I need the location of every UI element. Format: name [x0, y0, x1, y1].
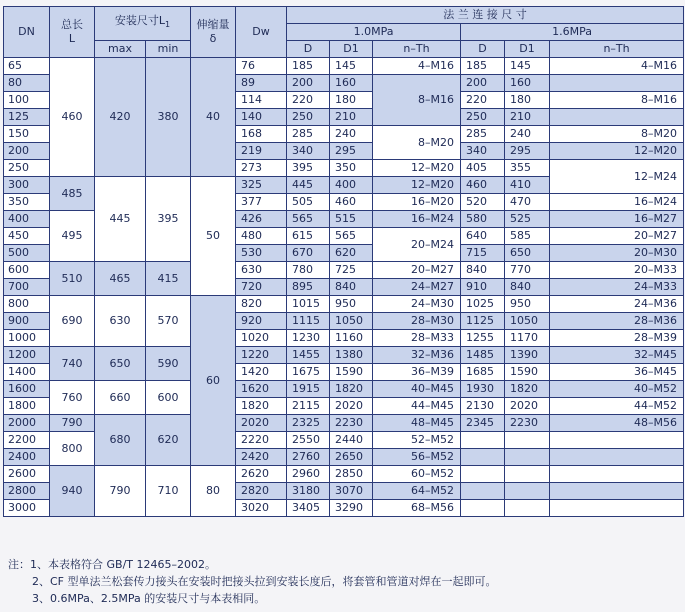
- p2-nth-cell: 16–M27: [550, 211, 684, 228]
- dn-cell: 2000: [4, 415, 50, 432]
- p2-d1-cell: 295: [505, 143, 550, 160]
- total-length-cell: 800: [50, 432, 95, 466]
- p1-d1-cell: 620: [330, 245, 373, 262]
- dn-cell: 800: [4, 296, 50, 313]
- install-min-cell: 600: [146, 381, 191, 415]
- install-min-cell: 710: [146, 466, 191, 517]
- p1-d1-cell: 160: [330, 75, 373, 92]
- p1-d1-cell: 210: [330, 109, 373, 126]
- p2-d1-cell: [505, 432, 550, 449]
- p1-d-cell: 285: [287, 126, 330, 143]
- p1-d-cell: 1115: [287, 313, 330, 330]
- p2-d1-cell: 1590: [505, 364, 550, 381]
- expansion-cell: 80: [191, 466, 236, 517]
- p1-d1-cell: 2650: [330, 449, 373, 466]
- p1-d-cell: 2760: [287, 449, 330, 466]
- total-length-cell: 760: [50, 381, 95, 415]
- expansion-cell: 60: [191, 296, 236, 466]
- p1-nth-cell: 20–M24: [373, 228, 461, 262]
- p2-d-cell: [461, 432, 505, 449]
- notes: [8, 556, 497, 607]
- dn-cell: 500: [4, 245, 50, 262]
- total-length-cell: 485: [50, 177, 95, 211]
- p2-d-cell: 200: [461, 75, 505, 92]
- header-flange-connection: 法 兰 连 接 尺 寸: [287, 7, 684, 24]
- p1-nth-cell: 12–M20: [373, 177, 461, 194]
- table-row: [4, 347, 684, 364]
- dw-cell: 1020: [236, 330, 287, 347]
- p1-d-cell: 1455: [287, 347, 330, 364]
- p1-d1-cell: 840: [330, 279, 373, 296]
- p2-nth-cell: [550, 500, 684, 517]
- dn-cell: 1800: [4, 398, 50, 415]
- p1-nth-cell: 60–M52: [373, 466, 461, 483]
- header-dn: DN: [4, 7, 50, 58]
- dw-cell: 2620: [236, 466, 287, 483]
- dw-cell: 2820: [236, 483, 287, 500]
- dw-cell: 2220: [236, 432, 287, 449]
- dn-cell: 2800: [4, 483, 50, 500]
- p1-d1-cell: 180: [330, 92, 373, 109]
- p1-d-cell: 565: [287, 211, 330, 228]
- p2-d-cell: [461, 466, 505, 483]
- dn-cell: 1400: [4, 364, 50, 381]
- header-dw: Dw: [236, 7, 287, 58]
- p2-d-cell: [461, 449, 505, 466]
- p2-d1-cell: 950: [505, 296, 550, 313]
- p2-nth-cell: 4–M16: [550, 58, 684, 75]
- p2-d1-cell: 2230: [505, 415, 550, 432]
- p2-nth-cell: 8–M20: [550, 126, 684, 143]
- dn-cell: 150: [4, 126, 50, 143]
- dw-cell: 2420: [236, 449, 287, 466]
- note-2: 2、CF 型单法兰松套传力接头在安装时把接头拉到安装长度后，将套管和管道对焊在一起即可。: [32, 575, 497, 588]
- install-max-cell: 790: [95, 466, 146, 517]
- p1-d1-cell: 350: [330, 160, 373, 177]
- total-length-cell: 510: [50, 262, 95, 296]
- p1-nth-cell: 36–M39: [373, 364, 461, 381]
- p1-d1-cell: 3290: [330, 500, 373, 517]
- p2-nth-cell: 24–M36: [550, 296, 684, 313]
- p2-d1-cell: [505, 500, 550, 517]
- install-max-cell: 445: [95, 177, 146, 262]
- install-max-cell: 650: [95, 347, 146, 381]
- p1-nth-cell: 24–M30: [373, 296, 461, 313]
- dn-cell: 250: [4, 160, 50, 177]
- install-min-cell: 380: [146, 58, 191, 177]
- p1-d1-cell: 1160: [330, 330, 373, 347]
- dw-cell: 325: [236, 177, 287, 194]
- p1-d-cell: 2115: [287, 398, 330, 415]
- header-max: max: [95, 41, 146, 58]
- p2-d1-cell: 585: [505, 228, 550, 245]
- install-max-cell: 465: [95, 262, 146, 296]
- p1-nth-cell: 8–M20: [373, 126, 461, 160]
- dw-cell: 1620: [236, 381, 287, 398]
- dn-cell: 600: [4, 262, 50, 279]
- dn-cell: 65: [4, 58, 50, 75]
- dw-cell: 530: [236, 245, 287, 262]
- p2-d1-cell: 410: [505, 177, 550, 194]
- total-length-cell: 460: [50, 58, 95, 177]
- p1-d-cell: 1015: [287, 296, 330, 313]
- header-pressure-2: 1.6MPa: [461, 24, 684, 41]
- p2-d-cell: 250: [461, 109, 505, 126]
- install-max-cell: 630: [95, 296, 146, 347]
- header-p1-nth: n–Th: [373, 41, 461, 58]
- table-row: [4, 58, 684, 75]
- p1-nth-cell: 44–M45: [373, 398, 461, 415]
- p1-d1-cell: 515: [330, 211, 373, 228]
- p2-nth-cell: [550, 466, 684, 483]
- install-max-cell: 420: [95, 58, 146, 177]
- p1-d1-cell: 1590: [330, 364, 373, 381]
- header-pressure-1: 1.0MPa: [287, 24, 461, 41]
- table-row: [4, 262, 684, 279]
- p1-d-cell: 185: [287, 58, 330, 75]
- header-p1-d1: D1: [330, 41, 373, 58]
- dw-cell: 219: [236, 143, 287, 160]
- p2-d1-cell: [505, 466, 550, 483]
- p1-d-cell: 250: [287, 109, 330, 126]
- p1-d-cell: 445: [287, 177, 330, 194]
- p1-d-cell: 780: [287, 262, 330, 279]
- dw-cell: 114: [236, 92, 287, 109]
- p1-d1-cell: 2020: [330, 398, 373, 415]
- p2-d1-cell: 650: [505, 245, 550, 262]
- p2-d-cell: [461, 500, 505, 517]
- p2-nth-cell: 36–M45: [550, 364, 684, 381]
- p2-d-cell: 340: [461, 143, 505, 160]
- dw-cell: 1420: [236, 364, 287, 381]
- p2-d1-cell: 525: [505, 211, 550, 228]
- dn-cell: 200: [4, 143, 50, 160]
- dn-cell: 2600: [4, 466, 50, 483]
- dw-cell: 168: [236, 126, 287, 143]
- p1-d-cell: 505: [287, 194, 330, 211]
- p2-d1-cell: 1390: [505, 347, 550, 364]
- install-min-cell: 590: [146, 347, 191, 381]
- p2-d-cell: 185: [461, 58, 505, 75]
- p1-d-cell: 395: [287, 160, 330, 177]
- p1-d1-cell: 2230: [330, 415, 373, 432]
- dn-cell: 1000: [4, 330, 50, 347]
- p2-d1-cell: 1050: [505, 313, 550, 330]
- p2-d1-cell: 160: [505, 75, 550, 92]
- install-min-cell: 415: [146, 262, 191, 296]
- header-install-size: 安装尺寸$L_1$: [95, 7, 191, 41]
- p1-nth-cell: 64–M52: [373, 483, 461, 500]
- table-row: [4, 466, 684, 483]
- dw-cell: 1220: [236, 347, 287, 364]
- install-min-cell: 620: [146, 415, 191, 466]
- p2-nth-cell: [550, 449, 684, 466]
- total-length-cell: 940: [50, 466, 95, 517]
- p2-d1-cell: 240: [505, 126, 550, 143]
- dw-cell: 1820: [236, 398, 287, 415]
- dn-cell: 300: [4, 177, 50, 194]
- p2-d1-cell: 770: [505, 262, 550, 279]
- p1-d-cell: 2550: [287, 432, 330, 449]
- p2-d-cell: 1930: [461, 381, 505, 398]
- dn-cell: 125: [4, 109, 50, 126]
- p2-nth-cell: 20–M33: [550, 262, 684, 279]
- dn-cell: 450: [4, 228, 50, 245]
- p1-d-cell: 1915: [287, 381, 330, 398]
- p1-nth-cell: 16–M20: [373, 194, 461, 211]
- p2-d-cell: 405: [461, 160, 505, 177]
- p2-d-cell: 1685: [461, 364, 505, 381]
- p1-d-cell: 3180: [287, 483, 330, 500]
- dw-cell: 720: [236, 279, 287, 296]
- p2-nth-cell: [550, 432, 684, 449]
- p2-d1-cell: 210: [505, 109, 550, 126]
- p2-d1-cell: 1170: [505, 330, 550, 347]
- p1-nth-cell: 40–M45: [373, 381, 461, 398]
- table-row: [4, 415, 684, 432]
- p2-d-cell: 2345: [461, 415, 505, 432]
- p2-d1-cell: 840: [505, 279, 550, 296]
- p2-nth-cell: 12–M20: [550, 143, 684, 160]
- p2-d-cell: 1485: [461, 347, 505, 364]
- p2-d-cell: 840: [461, 262, 505, 279]
- p1-d1-cell: 725: [330, 262, 373, 279]
- install-max-cell: 660: [95, 381, 146, 415]
- p2-nth-cell: 28–M36: [550, 313, 684, 330]
- p1-d1-cell: 400: [330, 177, 373, 194]
- p1-nth-cell: 48–M45: [373, 415, 461, 432]
- p1-d-cell: 200: [287, 75, 330, 92]
- p1-d1-cell: 2850: [330, 466, 373, 483]
- header-total-length: 总长 L: [50, 7, 95, 58]
- p1-nth-cell: 68–M56: [373, 500, 461, 517]
- p1-d-cell: 1230: [287, 330, 330, 347]
- p1-d1-cell: 240: [330, 126, 373, 143]
- header-p1-d: D: [287, 41, 330, 58]
- p1-d1-cell: 295: [330, 143, 373, 160]
- dw-cell: 140: [236, 109, 287, 126]
- dn-cell: 80: [4, 75, 50, 92]
- total-length-cell: 495: [50, 211, 95, 262]
- dn-cell: 3000: [4, 500, 50, 517]
- p2-d-cell: 640: [461, 228, 505, 245]
- p1-nth-cell: 12–M20: [373, 160, 461, 177]
- p2-nth-cell: [550, 483, 684, 500]
- p2-d-cell: 2130: [461, 398, 505, 415]
- p2-d-cell: 460: [461, 177, 505, 194]
- dn-cell: 2200: [4, 432, 50, 449]
- dn-cell: 100: [4, 92, 50, 109]
- flange-spec-table: [3, 6, 684, 517]
- p1-nth-cell: 28–M30: [373, 313, 461, 330]
- p2-nth-cell: 8–M16: [550, 92, 684, 109]
- p1-d1-cell: 2440: [330, 432, 373, 449]
- install-min-cell: 570: [146, 296, 191, 347]
- header-p2-d: D: [461, 41, 505, 58]
- dw-cell: 920: [236, 313, 287, 330]
- p2-d-cell: 910: [461, 279, 505, 296]
- p2-nth-cell: 40–M52: [550, 381, 684, 398]
- table-row: [4, 296, 684, 313]
- p2-d1-cell: [505, 449, 550, 466]
- p1-nth-cell: 56–M52: [373, 449, 461, 466]
- total-length-cell: 790: [50, 415, 95, 432]
- p2-nth-cell: 48–M56: [550, 415, 684, 432]
- dn-cell: 2400: [4, 449, 50, 466]
- p1-nth-cell: 24–M27: [373, 279, 461, 296]
- dn-cell: 1200: [4, 347, 50, 364]
- note-3: 3、0.6MPa、2.5MPa 的安装尺寸与本表相同。: [32, 592, 266, 605]
- p2-nth-cell: 28–M39: [550, 330, 684, 347]
- p2-d1-cell: 1820: [505, 381, 550, 398]
- p2-d1-cell: [505, 483, 550, 500]
- p1-d-cell: 615: [287, 228, 330, 245]
- dn-cell: 400: [4, 211, 50, 228]
- p2-d1-cell: 355: [505, 160, 550, 177]
- p2-d-cell: 285: [461, 126, 505, 143]
- p1-d-cell: 895: [287, 279, 330, 296]
- dw-cell: 480: [236, 228, 287, 245]
- expansion-cell: 50: [191, 177, 236, 296]
- p2-nth-cell: 32–M45: [550, 347, 684, 364]
- dw-cell: 426: [236, 211, 287, 228]
- p2-d-cell: 1255: [461, 330, 505, 347]
- p1-d1-cell: 1380: [330, 347, 373, 364]
- p1-d-cell: 220: [287, 92, 330, 109]
- p2-d-cell: 520: [461, 194, 505, 211]
- p2-d1-cell: 2020: [505, 398, 550, 415]
- p2-d1-cell: 470: [505, 194, 550, 211]
- dw-cell: 820: [236, 296, 287, 313]
- p1-d-cell: 340: [287, 143, 330, 160]
- dw-cell: 76: [236, 58, 287, 75]
- header-p2-d1: D1: [505, 41, 550, 58]
- p1-nth-cell: 52–M52: [373, 432, 461, 449]
- p2-d-cell: 220: [461, 92, 505, 109]
- total-length-cell: 740: [50, 347, 95, 381]
- dn-cell: 350: [4, 194, 50, 211]
- total-length-cell: 690: [50, 296, 95, 347]
- p1-d1-cell: 460: [330, 194, 373, 211]
- p1-nth-cell: 28–M33: [373, 330, 461, 347]
- p1-d-cell: 2325: [287, 415, 330, 432]
- install-max-cell: 680: [95, 415, 146, 466]
- p2-nth-cell: [550, 75, 684, 92]
- p1-nth-cell: 4–M16: [373, 58, 461, 75]
- p2-nth-cell: 12–M24: [550, 160, 684, 194]
- dn-cell: 900: [4, 313, 50, 330]
- p1-d1-cell: 1050: [330, 313, 373, 330]
- p2-d-cell: 715: [461, 245, 505, 262]
- header-p2-nth: n–Th: [550, 41, 684, 58]
- table-row: [4, 381, 684, 398]
- p2-nth-cell: 24–M33: [550, 279, 684, 296]
- header-min: min: [146, 41, 191, 58]
- p1-d1-cell: 145: [330, 58, 373, 75]
- p2-d1-cell: 180: [505, 92, 550, 109]
- p1-nth-cell: 32–M36: [373, 347, 461, 364]
- p1-d1-cell: 950: [330, 296, 373, 313]
- p1-nth-cell: 8–M16: [373, 75, 461, 126]
- p1-d-cell: 3405: [287, 500, 330, 517]
- p1-nth-cell: 16–M24: [373, 211, 461, 228]
- p2-d-cell: 1025: [461, 296, 505, 313]
- expansion-cell: 40: [191, 58, 236, 177]
- install-min-cell: 395: [146, 177, 191, 262]
- spec-table-container: [3, 6, 683, 517]
- p1-d-cell: 1675: [287, 364, 330, 381]
- p1-d-cell: 670: [287, 245, 330, 262]
- dw-cell: 2020: [236, 415, 287, 432]
- dw-cell: 89: [236, 75, 287, 92]
- p2-nth-cell: 16–M24: [550, 194, 684, 211]
- p2-nth-cell: [550, 109, 684, 126]
- dw-cell: 273: [236, 160, 287, 177]
- dn-cell: 700: [4, 279, 50, 296]
- dn-cell: 1600: [4, 381, 50, 398]
- p1-d1-cell: 565: [330, 228, 373, 245]
- header-expansion: 伸缩量 δ: [191, 7, 236, 58]
- p1-d-cell: 2960: [287, 466, 330, 483]
- p2-nth-cell: 44–M52: [550, 398, 684, 415]
- note-1: 注：1、本表格符合 GB/T 12465–2002。: [8, 558, 216, 571]
- p2-d1-cell: 145: [505, 58, 550, 75]
- p1-d1-cell: 1820: [330, 381, 373, 398]
- p1-d1-cell: 3070: [330, 483, 373, 500]
- dw-cell: 3020: [236, 500, 287, 517]
- p2-d-cell: 580: [461, 211, 505, 228]
- p2-d-cell: 1125: [461, 313, 505, 330]
- dw-cell: 630: [236, 262, 287, 279]
- p2-d-cell: [461, 483, 505, 500]
- p2-nth-cell: 20–M27: [550, 228, 684, 245]
- p2-nth-cell: 20–M30: [550, 245, 684, 262]
- dw-cell: 377: [236, 194, 287, 211]
- p1-nth-cell: 20–M27: [373, 262, 461, 279]
